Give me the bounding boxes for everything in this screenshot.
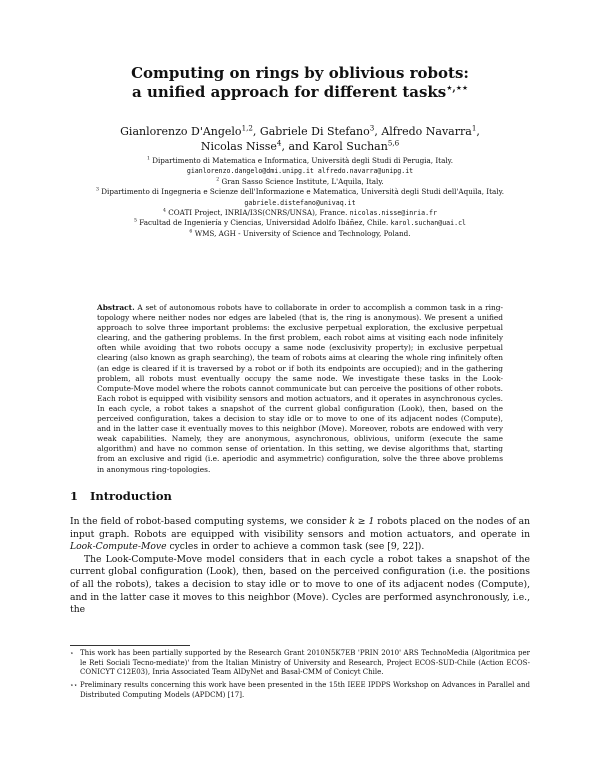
footnote: ⋆ This work has been partially supported by the Research Grant 2010N5K7EB 'PRIN 2010' ARS TechnoMedia (Algoritmica per le Reti Sociali Tecno-mediate)' from the Italian Ministry of University and Research, Project ECOS-SUD-Chile (Action ECOS-CONICYT C12E03), Inria Associated Team AlDyNet and Basal-CMM of Conicyt Chile. (70, 649, 530, 677)
abstract-text: A set of autonomous robots have to collaborate in order to accomplish a common task in a ring-topology where neither nodes nor edges are labeled (that is, the ring is anonymous). We present a unified approach to solve three important problems: the exclusive perpetual exploration, the exclusive perpetual clearing, and the gathering problems. In the first problem, each robot aims at visiting each node infinitely often while avoiding that two robots occupy a same node (exclusivity property); in exclusive perpetual clearing (also known as graph searching), the team of robots aims at clearing the whole ring infinitely often (an edge is cleared if it is traversed by a robot or if both its endpoints are occupied); and in the gathering problem, all robots must eventually occupy the same node. We investigate these tasks in the Look-Compute-Move model where the robots cannot communicate but can perceive the positions of other robots. Each robot is equipped with visibility sensors and motion actuators, and it operates in asynchronous cycles. In each cycle, a robot takes a snapshot of the current global configuration (Look), then, based on the perceived configuration, takes a decision to stay idle or to move to one of its adjacent nodes (Compute), and in the latter case it eventually moves to this neighbor (Move). Moreover, robots are endowed with very weak capabilities. Namely, they are anonymous, asynchronous, oblivious, uniform (execute the same algorithm) and have no common sense of orientation. In this setting, we devise algorithms that, starting from an exclusive and rigid (i.e. aperiodic and asymmetric) configuration, solve the three above problems in anonymous ring-topologies. (97, 303, 503, 474)
affiliation: $^4$ COATI Project, INRIA/I3S(CNRS/UNSA), France. nicolas.nisse@inria.fr (163, 208, 437, 218)
author: Karol Suchan$^{5,6}$ (312, 138, 400, 153)
paragraph: In the field of robot-based computing systems, we consider k ≥ 1 robots placed on the nodes of an input graph. Robots are equipped with visibility sensors and motion actuators, and operate in Look-Compute-Move cycles in order to achieve a common task (see [9, 22]). (70, 516, 531, 553)
affiliation: $^2$ Gran Sasso Science Institute, L'Aquila, Italy. (216, 176, 384, 186)
inline-math: k ≥ 1 (349, 516, 375, 527)
affiliation-email: gianlorenzo.dangelo@dmi.unipg.it alfredo.navarra@unipg.it (186, 167, 414, 176)
paragraph: The Look-Compute-Move model considers that in each cycle a robot takes a snapshot of the current global configuration (Look), then, based on the perceived configuration (i.e. the positions of all the robots), takes a decision to stay idle or to move to one of its adjacent nodes (Compute), and in the latter case it moves to this neighbor (Move). Cycles are performed asynchronously, i.e., the (70, 553, 530, 616)
paper-title (60, 64, 540, 102)
title-line-2-text: a unified approach for different tasks (132, 83, 447, 101)
footnotes (70, 649, 530, 701)
author: Gabriele Di Stefano$^3$, (259, 123, 382, 138)
affiliation: $^1$ Dipartimento di Matematica e Informatica, Università degli Studi di Perugia, Italy. (146, 156, 454, 165)
abstract-label: Abstract. (97, 303, 135, 312)
title-line-1: Computing on rings by oblivious robots: (131, 64, 469, 82)
author: Gianlorenzo D'Angelo$^{1,2}$, (120, 123, 260, 138)
author: Nicolas Nisse$^4$, and (200, 138, 313, 153)
abstract (97, 303, 503, 475)
title-footnote-marks: ⋆,⋆⋆ (446, 83, 468, 94)
footnote-rule (70, 645, 190, 646)
affiliation-email: nicolas.nisse@inria.fr (349, 209, 437, 218)
body-text (70, 516, 530, 617)
affiliation: $^3$ Dipartimento di Ingegneria e Scienze dell'Informazione e Matematica, Università degli Studi dell'Aquila, Italy. (96, 187, 504, 197)
footnote-mark: ⋆ (70, 650, 74, 657)
affiliation-list (70, 156, 530, 239)
section-number: 1 (70, 489, 79, 503)
author-list (70, 124, 530, 154)
affiliation-email: gabriele.distefano@univaq.it (244, 198, 356, 207)
author: Alfredo Navarra$^1$, (381, 123, 480, 138)
section-title: Introduction (90, 489, 172, 503)
affiliation-email: karol.suchan@uai.cl (390, 219, 467, 228)
emphasis: Look-Compute-Move (70, 541, 167, 553)
footnote: ⋆⋆ Preliminary results concerning this work have been presented in the 15th IEEE IPDPS Workshop on Advances in Parallel and Distributed Computing Models (APDCM) [17]. (70, 681, 530, 699)
affiliation: $^5$ Facultad de Ingeniería y Ciencias, Universidad Adolfo Ibáñez, Chile. karol.suchan@uai.cl (133, 218, 467, 228)
affiliation: $^6$ WMS, AGH - University of Science and Technology, Poland. (189, 228, 411, 238)
title-line-2 (60, 83, 540, 102)
section-heading (70, 489, 530, 503)
footnote-mark: ⋆⋆ (70, 682, 78, 690)
